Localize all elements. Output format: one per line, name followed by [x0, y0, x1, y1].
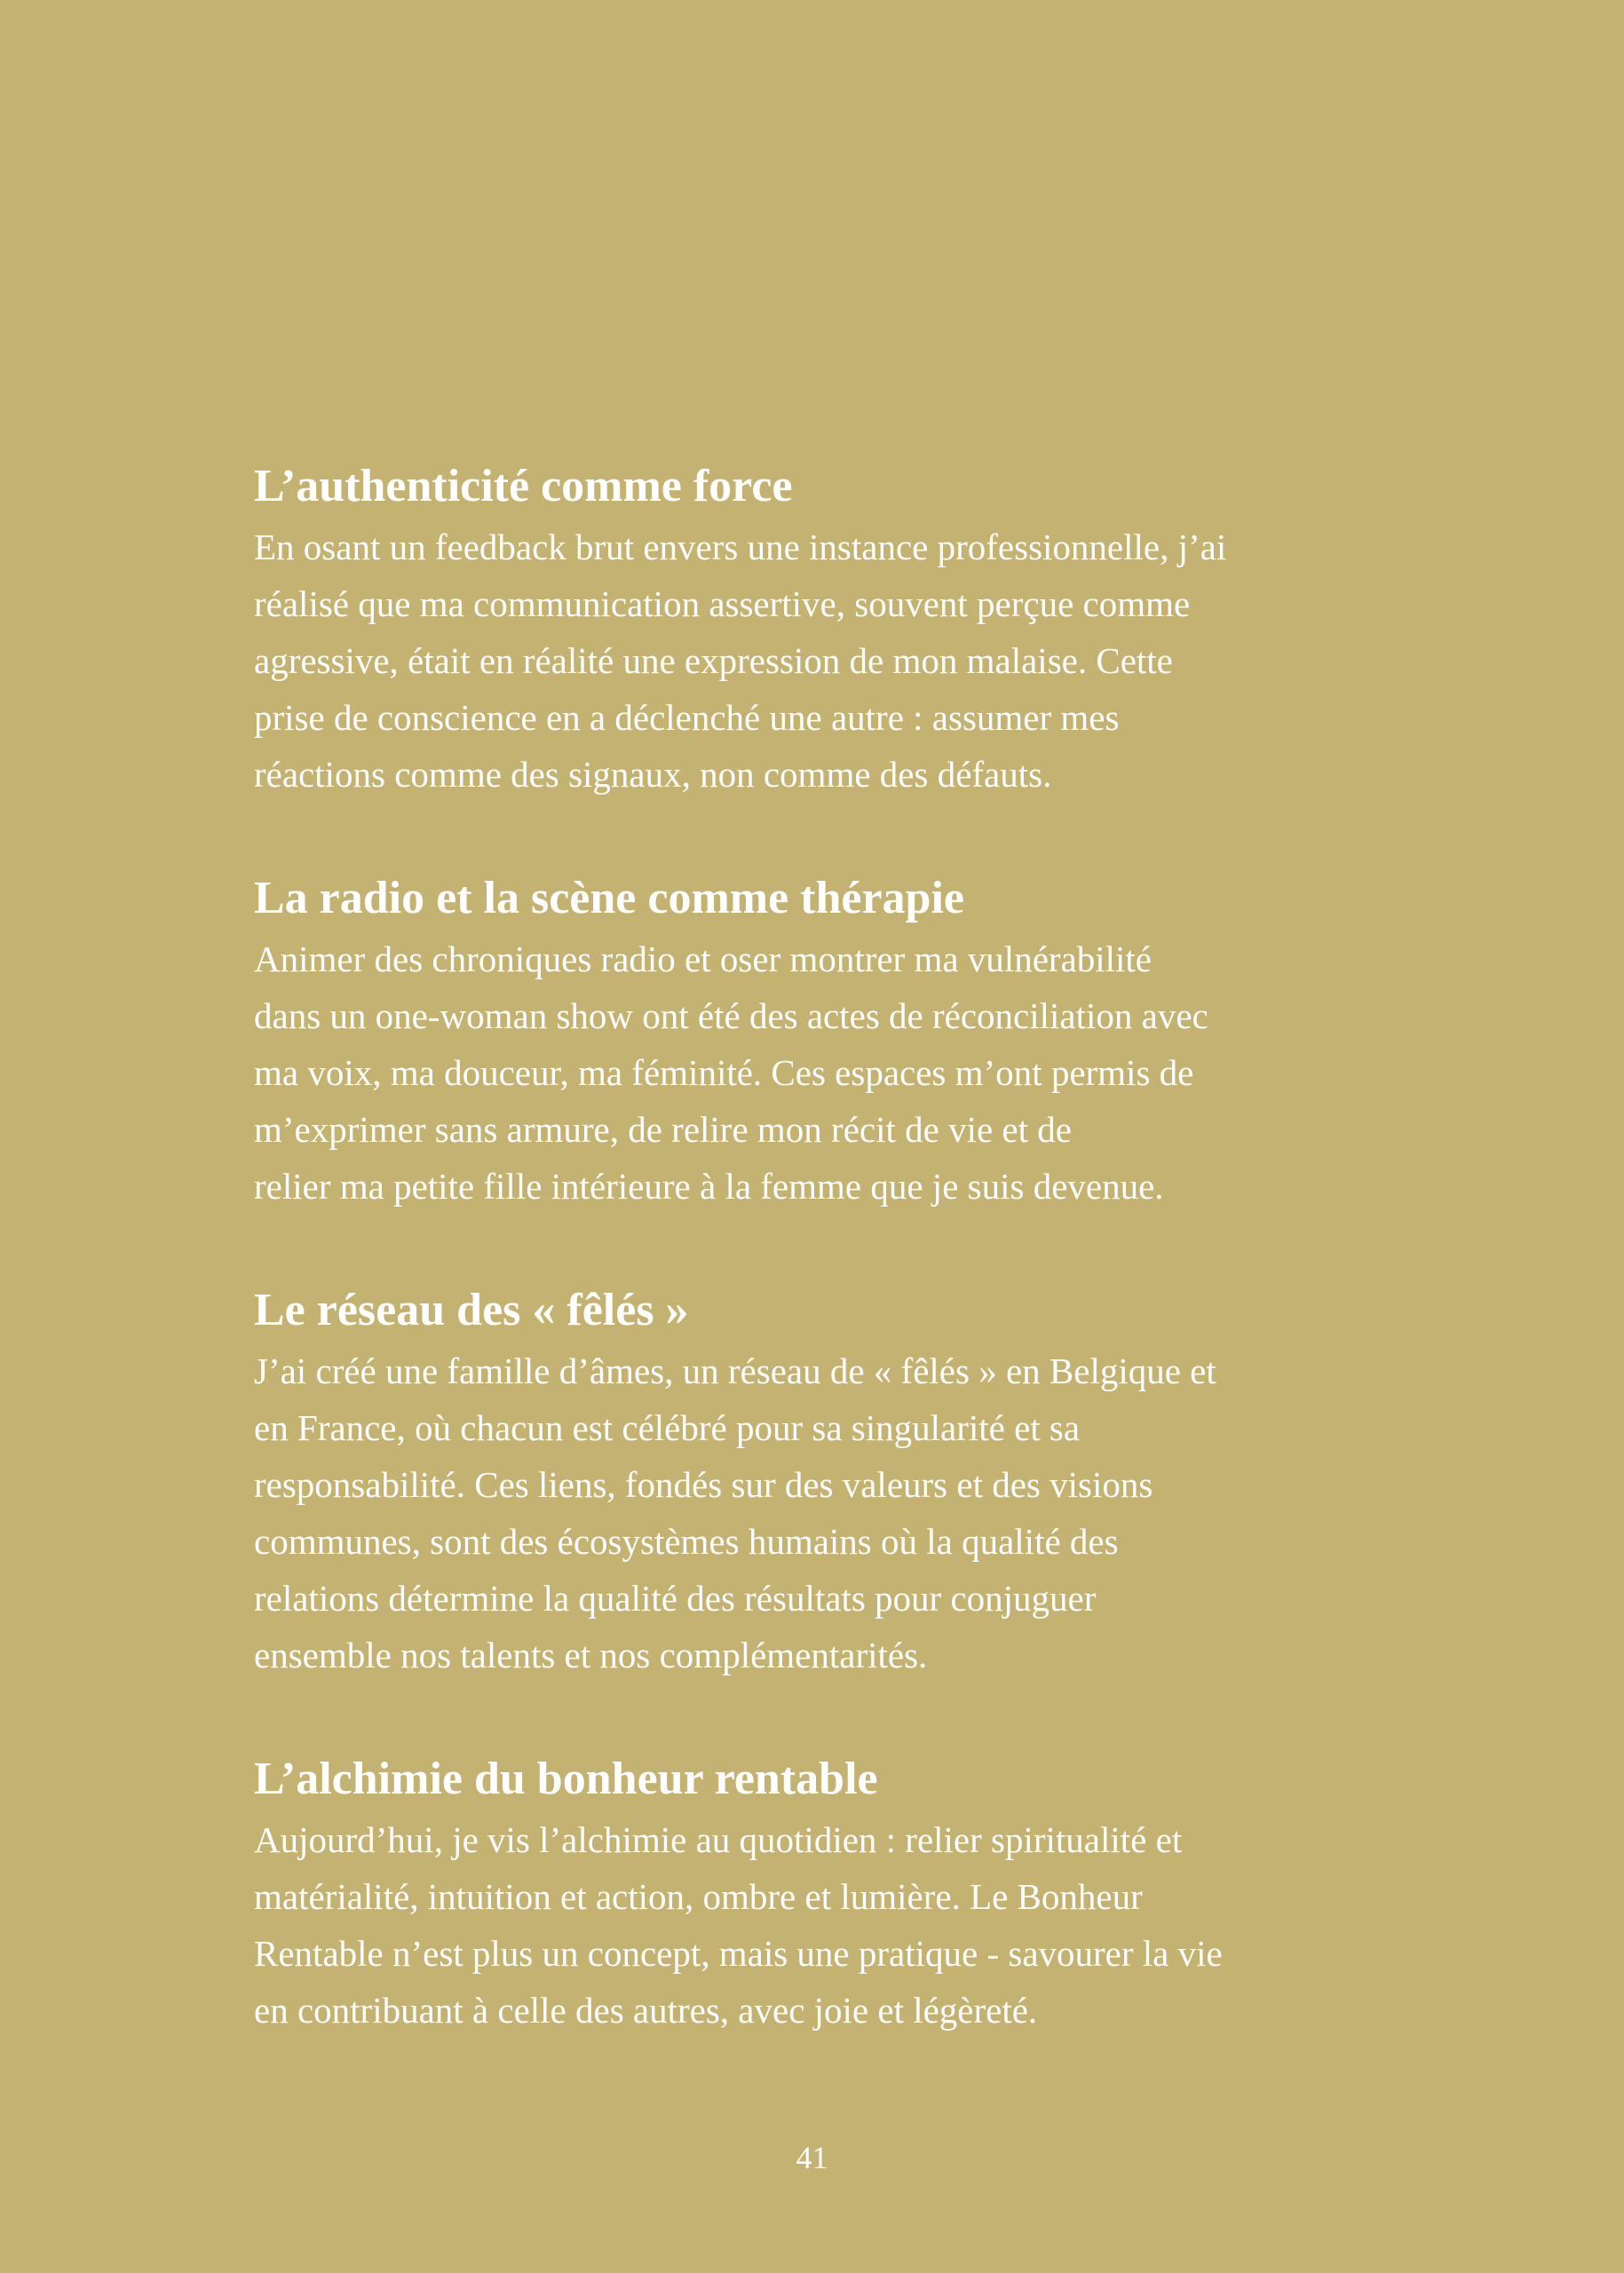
text-line: matérialité, intuition et action, ombre et lumière. Le Bonheur [254, 1876, 1143, 1917]
text-line: ma voix, ma douceur, ma féminité. Ces espaces m’ont permis de [254, 1052, 1194, 1093]
text-line: réalisé que ma communication assertive, souvent perçue comme [254, 583, 1191, 624]
text-line: en France, où chacun est célébré pour sa singularité et sa [254, 1407, 1081, 1448]
text-line: agressive, était en réalité une expression de mon malaise. Cette [254, 640, 1173, 681]
section-radio-scene [254, 867, 1408, 1215]
text-line: en contribuant à celle des autres, avec joie et légèreté. [254, 1990, 1038, 2031]
section-title: La radio et la scène comme thérapie [254, 873, 965, 923]
section-body [254, 931, 1408, 1215]
text-line: responsabilité. Ces liens, fondés sur des valeurs et des visions [254, 1464, 1153, 1505]
section-reseau-feles [254, 1279, 1408, 1683]
text-line: Aujourd’hui, je vis l’alchimie au quotidien : relier spiritualité et [254, 1819, 1183, 1860]
text-line: relations détermine la qualité des résultats pour conjuguer [254, 1578, 1097, 1619]
text-line: En osant un feedback brut envers une instance professionnelle, j’ai [254, 527, 1227, 567]
text-line: Animer des chroniques radio et oser montrer ma vulnérabilité [254, 939, 1153, 979]
section-title: L’alchimie du bonheur rentable [254, 1754, 878, 1804]
page-content [254, 455, 1408, 2103]
section-alchimie [254, 1747, 1408, 2039]
section-authenticite [254, 455, 1408, 803]
text-line: communes, sont des écosystèmes humains où la qualité des [254, 1521, 1119, 1562]
text-line: relier ma petite fille intérieure à la femme que je suis devenue. [254, 1166, 1164, 1207]
section-body [254, 1811, 1408, 2039]
section-title: Le réseau des « fêlés » [254, 1285, 689, 1335]
text-line: dans un one-woman show ont été des actes de réconciliation avec [254, 995, 1208, 1036]
section-body [254, 1342, 1408, 1683]
text-line: J’ai créé une famille d’âmes, un réseau de « fêlés » en Belgique et [254, 1350, 1216, 1391]
section-title: L’authenticité comme force [254, 461, 793, 511]
text-line: réactions comme des signaux, non comme des défauts. [254, 754, 1052, 795]
text-line: Rentable n’est plus un concept, mais une pratique - savourer la vie [254, 1933, 1223, 1974]
section-body [254, 519, 1408, 803]
page-number: 41 [796, 2140, 828, 2175]
text-line: prise de conscience en a déclenché une autre : assumer mes [254, 697, 1120, 738]
text-line: m’exprimer sans armure, de relire mon récit de vie et de [254, 1109, 1072, 1150]
text-line: ensemble nos talents et nos complémentarités. [254, 1635, 928, 1675]
